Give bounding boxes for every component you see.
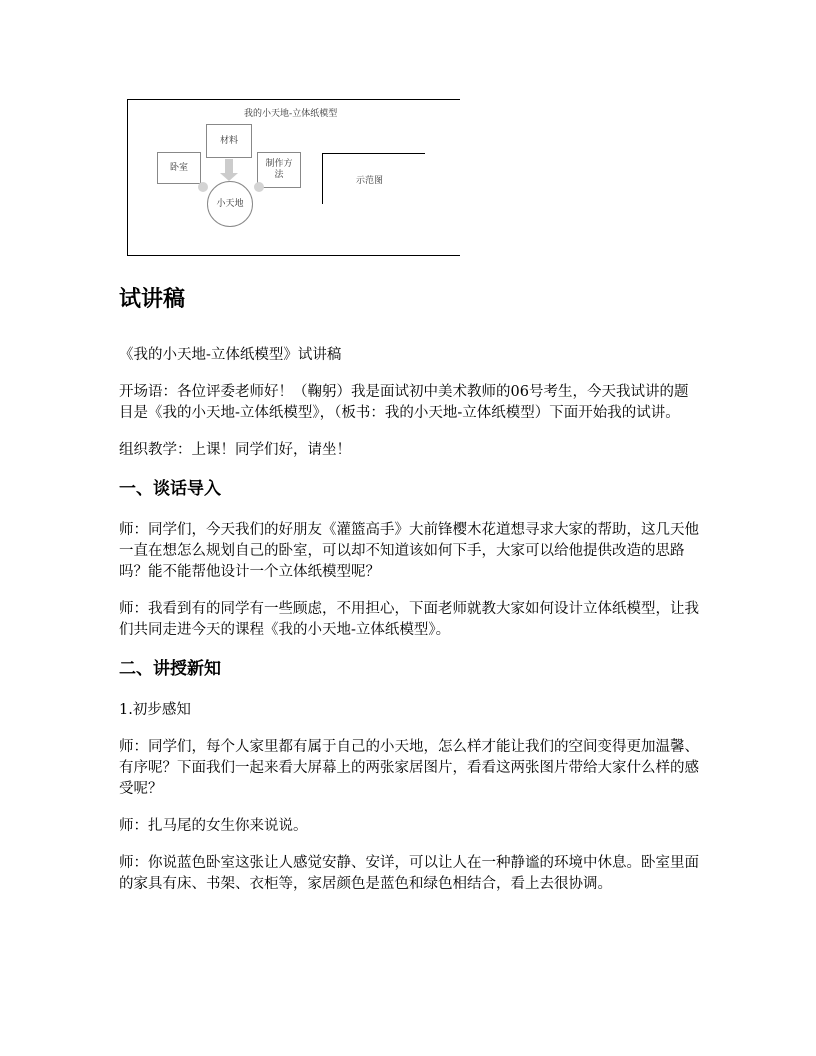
document-body	[119, 286, 701, 911]
knowledge-paragraph-3: 师：你说蓝色卧室这张让人感觉安静、安详，可以让人在一种静谧的环境中休息。卧室里面的家具有床、书架、衣柜等，家居颜色是蓝色和绿色相结合，看上去很协调。	[119, 855, 699, 892]
knowledge-paragraph-2: 师：扎马尾的女生你来说说。	[119, 818, 308, 834]
document-title: 试讲稿	[119, 287, 186, 312]
diagram-node-material: 材料	[206, 124, 252, 158]
document-subtitle: 《我的小天地-立体纸模型》试讲稿	[119, 347, 342, 363]
blackboard-diagram	[127, 99, 460, 256]
section-heading-new-knowledge: 二、讲授新知	[119, 659, 221, 679]
arrow-down-icon	[225, 159, 233, 175]
intro-paragraph-2: 师：我看到有的同学有一些顾虑，不用担心，下面老师就教大家如何设计立体纸模型，让我们共同走进今天的课程《我的小天地-立体纸模型》。	[119, 601, 699, 638]
connector-dot-icon	[254, 182, 264, 192]
connector-dot-icon	[198, 182, 208, 192]
opening-paragraph: 开场语：各位评委老师好！（鞠躬）我是面试初中美术教师的06号考生，今天我试讲的题目是《我的小天地-立体纸模型》，（板书：我的小天地-立体纸模型）下面开始我的试讲。	[119, 384, 689, 421]
subheading-initial-perception: 1.初步感知	[119, 702, 191, 718]
diagram-node-bedroom: 卧室	[157, 152, 201, 184]
organize-paragraph: 组织教学：上课！同学们好，请坐！	[119, 442, 351, 458]
demo-area-label: 示范图	[356, 176, 384, 186]
section-heading-intro: 一、谈话导入	[119, 479, 221, 499]
knowledge-paragraph-1: 师：同学们，每个人家里都有属于自己的小天地，怎么样才能让我们的空间变得更加温馨、有序呢？下面我们一起来看大屏幕上的两张家居图片，看看这两张图片带给大家什么样的感受呢？	[119, 739, 699, 797]
diagram-title: 我的小天地-立体纸模型	[244, 109, 338, 119]
diagram-node-center: 小天地	[207, 181, 253, 227]
intro-paragraph-1: 师：同学们，今天我们的好朋友《灌篮高手》大前锋樱木花道想寻求大家的帮助，这几天他一直在想怎么规划自己的卧室，可以却不知道该如何下手，大家可以给他提供改造的思路吗？能不能帮他设计一个立体纸模型呢？	[119, 522, 699, 580]
diagram-node-method: 制作方法	[257, 152, 301, 188]
